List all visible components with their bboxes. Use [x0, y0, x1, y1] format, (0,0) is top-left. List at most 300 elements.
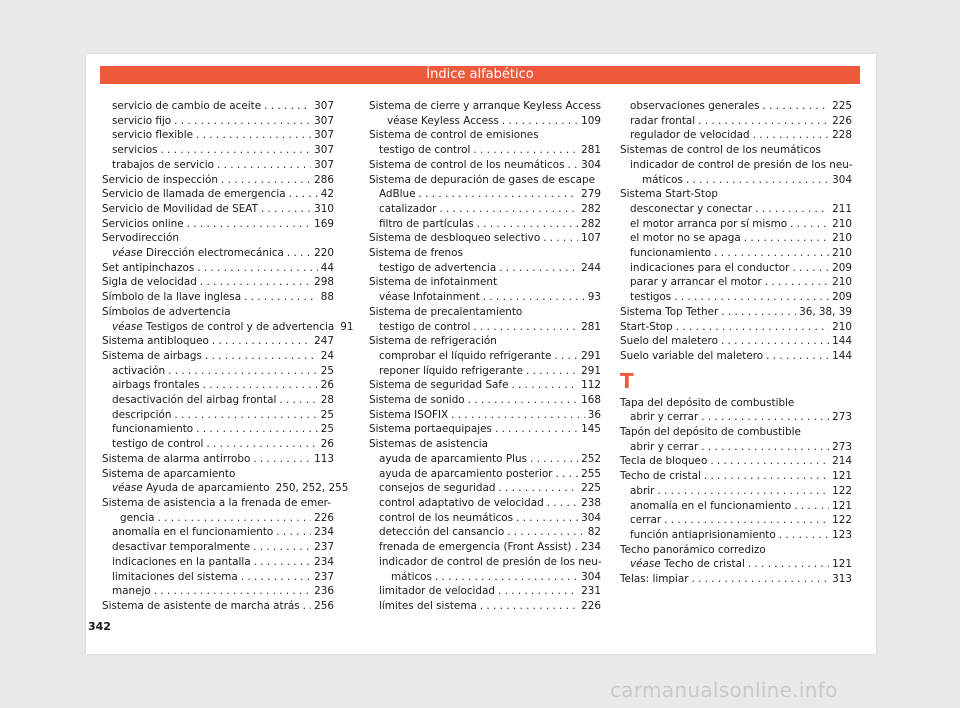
- entry-page: 210: [832, 232, 852, 245]
- index-entry: [620, 128, 852, 143]
- index-entry: [620, 572, 852, 587]
- entry-page: 107: [581, 232, 601, 245]
- entry-page: 209: [832, 261, 852, 274]
- entry-term: Servicio de llamada de emergencia: [102, 188, 286, 201]
- dot-leader: [691, 572, 829, 587]
- dot-leader: [212, 334, 311, 349]
- entry-page: 121: [832, 499, 852, 512]
- entry-page: 234: [581, 541, 601, 554]
- dot-leader: [714, 246, 829, 261]
- dot-leader: [473, 143, 578, 158]
- entry-term: testigo de control: [112, 438, 204, 451]
- entry-page: 279: [581, 188, 601, 201]
- entry-page: 145: [581, 423, 601, 436]
- entry-term: Telas: limpiar: [620, 573, 689, 586]
- dot-leader: [686, 173, 829, 188]
- dot-leader: [763, 99, 830, 114]
- entry-page: 255: [581, 467, 601, 480]
- dot-leader: [419, 187, 579, 202]
- dot-leader: [221, 173, 311, 188]
- index-heading: Servodirección: [102, 232, 179, 245]
- entry-term: Sistema Top Tether: [620, 305, 719, 318]
- entry-term: Set antipinchazos: [102, 261, 195, 274]
- dot-leader: [244, 290, 318, 305]
- entry-term: ayuda de aparcamiento Plus: [379, 452, 527, 465]
- dot-leader: [154, 584, 311, 599]
- index-entry: [369, 158, 601, 173]
- entry-page: 220: [314, 247, 334, 260]
- entry-page: 273: [832, 411, 852, 424]
- entry-term: el motor arranca por sí mismo: [630, 217, 788, 230]
- entry-term: Sistema de airbags: [102, 349, 202, 362]
- index-entry: [369, 599, 601, 614]
- entry-term-text: Ayuda de aparcamiento: [146, 482, 270, 495]
- entry-term: Suelo variable del maletero: [620, 349, 764, 362]
- dot-leader: [203, 378, 318, 393]
- entry-page: 304: [581, 511, 601, 524]
- dot-leader: [287, 246, 311, 261]
- index-heading: indicador de control de presión de los neu-: [379, 555, 602, 568]
- entry-term: comprobar el líquido refrigerante: [379, 349, 552, 362]
- index-entry: [620, 305, 852, 320]
- dot-leader: [196, 128, 311, 143]
- entry-page: 304: [581, 158, 601, 171]
- entry-term: Sistema de desbloqueo selectivo: [369, 232, 541, 245]
- index-heading: Sistema Start-Stop: [620, 188, 718, 201]
- dot-leader: [197, 261, 318, 276]
- entry-term: manejo: [112, 585, 151, 598]
- dot-leader: [254, 555, 312, 570]
- dot-leader: [507, 525, 585, 540]
- index-entry: [102, 437, 334, 452]
- entry-term: catalizador: [379, 202, 437, 215]
- watermark: carmanualsonline.info: [610, 678, 838, 702]
- index-entry: [102, 158, 334, 173]
- entry-term: Servicio de Movilidad de SEAT: [102, 202, 258, 215]
- entry-term: Sistema de asistente de marcha atrás: [102, 599, 300, 612]
- entry-page: 286: [314, 173, 334, 186]
- entry-page: 313: [832, 573, 852, 586]
- index-entry: [620, 320, 852, 335]
- entry-page: 273: [832, 440, 852, 453]
- entry-page: 210: [832, 247, 852, 260]
- entry-term: desconectar y conectar: [630, 202, 753, 215]
- entry-page: 169: [314, 217, 334, 230]
- dot-leader: [187, 217, 311, 232]
- dot-leader: [468, 393, 579, 408]
- index-heading: Sistema de cierre y arranque Keyless Access: [369, 100, 602, 112]
- see-reference-label: véase: [112, 247, 143, 260]
- dot-leader: [554, 349, 578, 364]
- index-entry: [620, 484, 852, 499]
- entry-page: 226: [314, 511, 334, 524]
- entry-page: 26: [320, 438, 334, 451]
- entry-page: 307: [314, 158, 334, 171]
- dot-leader: [276, 525, 311, 540]
- dot-leader: [303, 599, 312, 614]
- index-entry: [620, 499, 852, 514]
- entry-term: reponer líquido refrigerante: [379, 364, 523, 377]
- entry-term: máticos: [642, 173, 683, 186]
- entry-page: 168: [581, 394, 601, 407]
- index-entry: [369, 217, 601, 232]
- entry-page: 237: [314, 541, 334, 554]
- entry-term: testigos: [630, 291, 672, 304]
- entry-term: gencia: [120, 511, 155, 524]
- index-entry: [369, 364, 601, 379]
- index-entry: [102, 540, 334, 555]
- dot-leader: [516, 511, 578, 526]
- index-entry: [620, 454, 852, 469]
- dot-leader: [473, 320, 578, 335]
- entry-term: desactivación del airbag frontal: [112, 394, 277, 407]
- index-entry: [369, 290, 601, 305]
- entry-term: limitaciones del sistema: [112, 570, 238, 583]
- dot-leader: [674, 290, 829, 305]
- entry-page: 291: [581, 364, 601, 377]
- entry-term: indicaciones en la pantalla: [112, 555, 251, 568]
- entry-term: testigo de control: [379, 144, 471, 157]
- entry-page: 25: [320, 408, 334, 421]
- dot-leader: [755, 202, 829, 217]
- entry-term: Tecla de bloqueo: [620, 455, 708, 468]
- dot-leader: [261, 202, 311, 217]
- entry-page: 282: [581, 202, 601, 215]
- dot-leader: [477, 217, 578, 232]
- entry-page: 225: [832, 100, 852, 112]
- index-heading: Símbolos de advertencia: [102, 305, 231, 318]
- index-heading: indicador de control de presión de los neu-: [630, 158, 853, 171]
- entry-term: abrir y cerrar: [630, 411, 699, 424]
- entry-page: 250, 252, 255: [275, 482, 349, 495]
- index-entry: [102, 555, 334, 570]
- entry-term: véase Infotainment: [379, 291, 480, 304]
- entry-term: [630, 557, 745, 572]
- entry-page: 123: [832, 528, 852, 541]
- entry-term: anomalía en el funcionamiento: [112, 526, 274, 539]
- index-entry: [102, 511, 334, 526]
- dot-leader: [200, 275, 311, 290]
- dot-leader: [495, 422, 578, 437]
- dot-leader: [574, 540, 578, 555]
- entry-page: 28: [320, 394, 334, 407]
- entry-term: Sistema antibloqueo: [102, 335, 209, 348]
- index-entry: [369, 349, 601, 364]
- index-entry: [620, 557, 852, 572]
- entry-page: 121: [832, 470, 852, 483]
- index-entry: [102, 378, 334, 393]
- entry-page: 237: [314, 570, 334, 583]
- index-entry: [369, 496, 601, 511]
- entry-term: indicaciones para el conductor: [630, 261, 790, 274]
- dot-leader: [217, 158, 311, 173]
- entry-page: 113: [314, 452, 334, 465]
- entry-term: consejos de seguridad: [379, 482, 496, 495]
- entry-page: 307: [314, 129, 334, 142]
- dot-leader: [174, 114, 311, 129]
- dot-leader: [435, 570, 578, 585]
- entry-term: parar y arrancar el motor: [630, 276, 762, 289]
- index-entry: [369, 393, 601, 408]
- entry-page: 210: [832, 320, 852, 333]
- entry-page: 25: [320, 364, 334, 377]
- entry-term: limitador de velocidad: [379, 585, 495, 598]
- entry-term: filtro de partículas: [379, 217, 474, 230]
- entry-page: 112: [581, 379, 601, 392]
- entry-term: abrir: [630, 484, 655, 497]
- index-entry: [620, 513, 852, 528]
- index-entry: [369, 378, 601, 393]
- index-entry: [369, 320, 601, 335]
- index-entry: [620, 173, 852, 188]
- index-heading: Sistemas de asistencia: [369, 438, 488, 451]
- index-entry: [102, 275, 334, 290]
- index-entry: [102, 143, 334, 158]
- index-letter: T: [620, 368, 634, 393]
- entry-page: 307: [314, 100, 334, 112]
- entry-page: 210: [832, 276, 852, 289]
- entry-term: trabajos de servicio: [112, 158, 214, 171]
- index-entry: [620, 246, 852, 261]
- dot-leader: [547, 496, 578, 511]
- entry-page: 209: [832, 291, 852, 304]
- index-entry: [369, 187, 601, 202]
- dot-leader: [205, 349, 318, 364]
- entry-page: 24: [320, 349, 334, 362]
- dot-leader: [698, 114, 829, 129]
- dot-leader: [439, 202, 578, 217]
- index-entry: [102, 246, 334, 261]
- entry-term: testigo de advertencia: [379, 261, 497, 274]
- entry-term: Start-Stop: [620, 320, 673, 333]
- entry-term: Sistema de seguridad Safe: [369, 379, 509, 392]
- index-entry: [620, 114, 852, 129]
- dot-leader: [451, 408, 585, 423]
- entry-page: 310: [314, 202, 334, 215]
- entry-term: Suelo del maletero: [620, 335, 718, 348]
- dot-leader: [753, 128, 830, 143]
- index-entry: [620, 99, 852, 114]
- entry-term: Sigla de velocidad: [102, 276, 197, 289]
- index-entry: [102, 187, 334, 202]
- dot-leader: [174, 408, 317, 423]
- dot-leader: [744, 231, 829, 246]
- index-entry: [369, 452, 601, 467]
- entry-page: 122: [832, 484, 852, 497]
- index-entry: [102, 290, 334, 305]
- dot-leader: [704, 469, 829, 484]
- entry-page: 93: [587, 291, 601, 304]
- dot-leader: [766, 349, 829, 364]
- section-header: Índice alfabético: [100, 66, 860, 84]
- index-heading: Sistema de precalentamiento: [369, 305, 523, 318]
- index-entry: [620, 275, 852, 290]
- entry-term: observaciones generales: [630, 100, 760, 112]
- entry-page: 214: [832, 455, 852, 468]
- index-entry: [369, 525, 601, 540]
- entry-term: radar frontal: [630, 114, 696, 127]
- dot-leader: [483, 290, 585, 305]
- entry-term: servicio de cambio de aceite: [112, 100, 262, 112]
- entry-page: 228: [832, 129, 852, 142]
- entry-term: Servicio de inspección: [102, 173, 218, 186]
- entry-term: regulador de velocidad: [630, 129, 750, 142]
- entry-term: Sistema de sonido: [369, 394, 465, 407]
- dot-leader: [499, 261, 578, 276]
- dot-leader: [676, 320, 829, 335]
- index-entry: [102, 128, 334, 143]
- entry-term: descripción: [112, 408, 172, 421]
- entry-page: 281: [581, 144, 601, 157]
- entry-page: 304: [581, 570, 601, 583]
- dot-leader: [792, 261, 829, 276]
- index-entry: [102, 173, 334, 188]
- index-entry: [102, 261, 334, 276]
- dot-leader: [779, 528, 829, 543]
- entry-page: 244: [581, 261, 601, 274]
- entry-term: desactivar temporalmente: [112, 541, 251, 554]
- entry-page: 281: [581, 320, 601, 333]
- entry-term: servicio fijo: [112, 114, 172, 127]
- dot-leader: [790, 217, 829, 232]
- dot-leader: [480, 599, 578, 614]
- dot-leader: [794, 499, 829, 514]
- page-number: 342: [88, 620, 111, 633]
- index-heading: Sistema de control de emisiones: [369, 129, 539, 142]
- index-entry: [369, 143, 601, 158]
- dot-leader: [289, 187, 318, 202]
- index-entry: [369, 261, 601, 276]
- entry-page: 36: [587, 408, 601, 421]
- index-entry: [369, 584, 601, 599]
- index-heading: Sistema de asistencia a la frenada de emer-: [102, 496, 331, 509]
- entry-page: 36, 38, 39: [799, 305, 852, 318]
- index-entry: [369, 540, 601, 555]
- dot-leader: [526, 364, 578, 379]
- index-entry: [620, 410, 852, 425]
- index-entry: [620, 202, 852, 217]
- index-entry: [102, 320, 354, 335]
- entry-page: 144: [832, 349, 852, 362]
- entry-page: 256: [314, 599, 334, 612]
- entry-term: servicios: [112, 144, 158, 157]
- entry-term: airbags frontales: [112, 379, 200, 392]
- dot-leader: [253, 452, 311, 467]
- entry-term: servicio flexible: [112, 129, 194, 142]
- entry-term: Servicios online: [102, 217, 184, 230]
- index-heading: Sistema de infotainment: [369, 276, 498, 289]
- entry-page: 282: [581, 217, 601, 230]
- dot-leader: [168, 364, 318, 379]
- entry-page: 231: [581, 585, 601, 598]
- entry-term: control de los neumáticos: [379, 511, 514, 524]
- entry-page: 109: [581, 114, 601, 127]
- index-heading: Sistemas de control de los neumáticos: [620, 144, 821, 157]
- dot-leader: [498, 584, 578, 599]
- entry-page: 44: [320, 261, 334, 274]
- index-entry: [369, 231, 601, 246]
- index-entry: [102, 217, 334, 232]
- index-entry: [102, 422, 334, 437]
- entry-term: el motor no se apaga: [630, 232, 741, 245]
- entry-page: 238: [581, 496, 601, 509]
- entry-term-text: Testigos de control y de advertencia: [146, 320, 335, 333]
- entry-page: 304: [832, 173, 852, 186]
- entry-page: 307: [314, 144, 334, 157]
- index-entry: [369, 422, 601, 437]
- index-entry: [620, 261, 852, 276]
- index-entry: [102, 599, 334, 614]
- entry-page: 236: [314, 585, 334, 598]
- entry-term: véase Keyless Access: [387, 114, 499, 127]
- index-entry: [369, 511, 601, 526]
- entry-term-text: Techo de cristal: [664, 558, 745, 571]
- dot-leader: [657, 484, 829, 499]
- index-entry: [369, 481, 601, 496]
- index-entry: [369, 467, 601, 482]
- entry-page: 121: [832, 558, 852, 571]
- index-entry: [620, 217, 852, 232]
- dot-leader: [721, 334, 829, 349]
- entry-page: 307: [314, 114, 334, 127]
- index-entry: [369, 408, 601, 423]
- index-entry: [620, 528, 852, 543]
- entry-term: frenada de emergencia (Front Assist): [379, 541, 572, 554]
- index-entry: [102, 408, 334, 423]
- index-heading: Sistema de refrigeración: [369, 335, 497, 348]
- entry-term: [112, 320, 334, 335]
- entry-term: activación: [112, 364, 166, 377]
- dot-leader: [196, 422, 318, 437]
- index-entry: [102, 481, 349, 496]
- dot-leader: [555, 467, 578, 482]
- index-entry: [369, 570, 601, 585]
- entry-page: 234: [314, 555, 334, 568]
- dot-leader: [543, 231, 578, 246]
- entry-page: 91: [340, 320, 354, 333]
- entry-term: testigo de control: [379, 320, 471, 333]
- entry-term-text: Dirección electromecánica: [146, 247, 284, 260]
- index-entry: [102, 570, 334, 585]
- entry-page: 42: [320, 188, 334, 201]
- index-heading: Sistema de frenos: [369, 247, 463, 260]
- entry-page: 25: [320, 423, 334, 436]
- dot-leader: [530, 452, 578, 467]
- dot-leader: [498, 481, 578, 496]
- entry-page: 252: [581, 452, 601, 465]
- index-entry: [620, 290, 852, 305]
- entry-term: funcionamiento: [630, 247, 712, 260]
- entry-term: funcionamiento: [112, 423, 194, 436]
- entry-page: 225: [581, 482, 601, 495]
- entry-page: 298: [314, 276, 334, 289]
- dot-leader: [721, 305, 796, 320]
- entry-page: 82: [587, 526, 601, 539]
- entry-term: máticos: [391, 570, 432, 583]
- index-entry: [102, 202, 334, 217]
- entry-term: abrir y cerrar: [630, 440, 699, 453]
- dot-leader: [710, 454, 829, 469]
- entry-term: Techo de cristal: [620, 470, 701, 483]
- dot-leader: [241, 570, 311, 585]
- dot-leader: [511, 378, 578, 393]
- entry-term: Sistema de control de los neumáticos: [369, 158, 565, 171]
- index-heading: Sistema de aparcamiento: [102, 467, 236, 480]
- entry-term: límites del sistema: [379, 599, 477, 612]
- index-entry: [369, 202, 601, 217]
- entry-term: función antiaprisionamiento: [630, 528, 776, 541]
- entry-page: 247: [314, 335, 334, 348]
